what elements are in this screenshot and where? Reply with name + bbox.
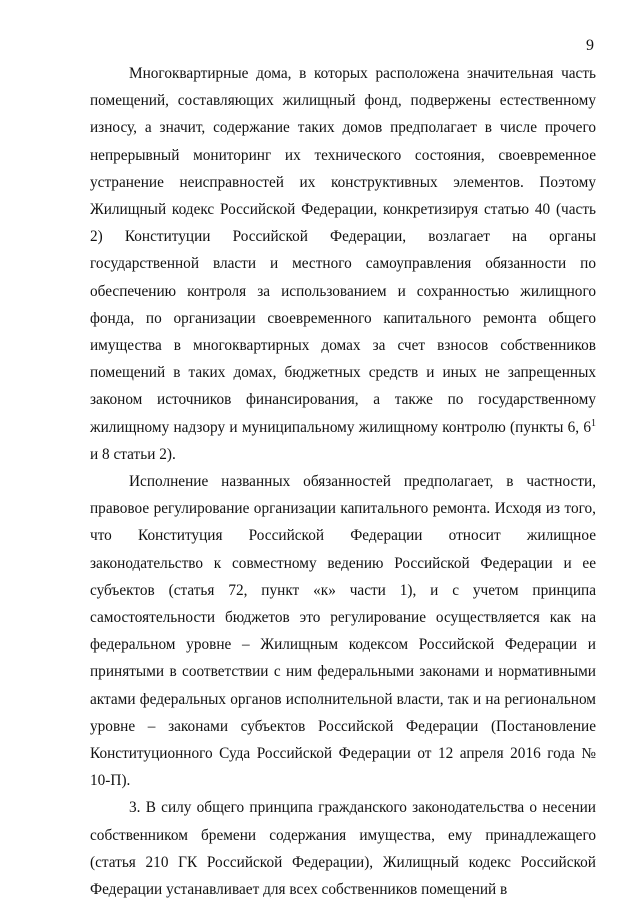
paragraph-1-text: Многоквартирные дома, в которых расположена значительная часть помещений, составляющих жилищный фонд, подвержены естественному износу, а значит, содержание таких домов предполагает в числе прочего непрерывный мониторинг их технического состояния, своевременное устранение неисправностей их конструктивных элементов. Поэтому Жилищный кодекс Российской Федерации, конкретизируя статью 40 (часть 2) Конституции Российской Федерации, возлагает на органы государственной власти и местного самоуправления обязанности по обеспечению контроля за использованием и сохранностью жилищного фонда, по организации своевременного капитального ремонта общего имущества в многоквартирных домах за счет взносов собственников помещений в таких домах, бюджетных средств и иных не запрещенных законом источников финансирования, а также по государственному жилищному надзору и муниципальному жилищному контролю (пункты 6, 6 bbox=[90, 65, 596, 436]
paragraph-1 bbox=[90, 60, 596, 468]
page-number: 9 bbox=[586, 37, 594, 54]
paragraph-1-tail: и 8 статьи 2). bbox=[90, 445, 176, 463]
footnote-superscript: 1 bbox=[591, 417, 596, 429]
paragraph-3: 3. В силу общего принципа гражданского законодательства о несении собственником бремени содержания имущества, ему принадлежащего (статья 210 ГК Российской Федерации), Жилищный кодекс Российской Федерации устанавливает для всех собственников помещений в bbox=[90, 799, 596, 899]
document-body bbox=[90, 60, 596, 903]
paragraph-2: Исполнение названных обязанностей предполагает, в частности, правовое регулирование организации капитального ремонта. Исходя из того, что Конституция Российской Федерации относит жилищное законодательство к совместному ведению Российской Федерации и ее субъектов (статья 72, пункт «к» части 1), и с учетом принципа самостоятельности бюджетов это регулирование осуществляется как на федеральном уровне – Жилищным кодексом Российской Федерации и принятыми в соответствии с ним федеральными законами и нормативными актами федеральных органов исполнительной власти, так и на региональном уровне – законами субъектов Российской Федерации (Постановление Конституционного Суда Российской Федерации от 12 апреля 2016 года № 10-П). bbox=[90, 473, 596, 790]
